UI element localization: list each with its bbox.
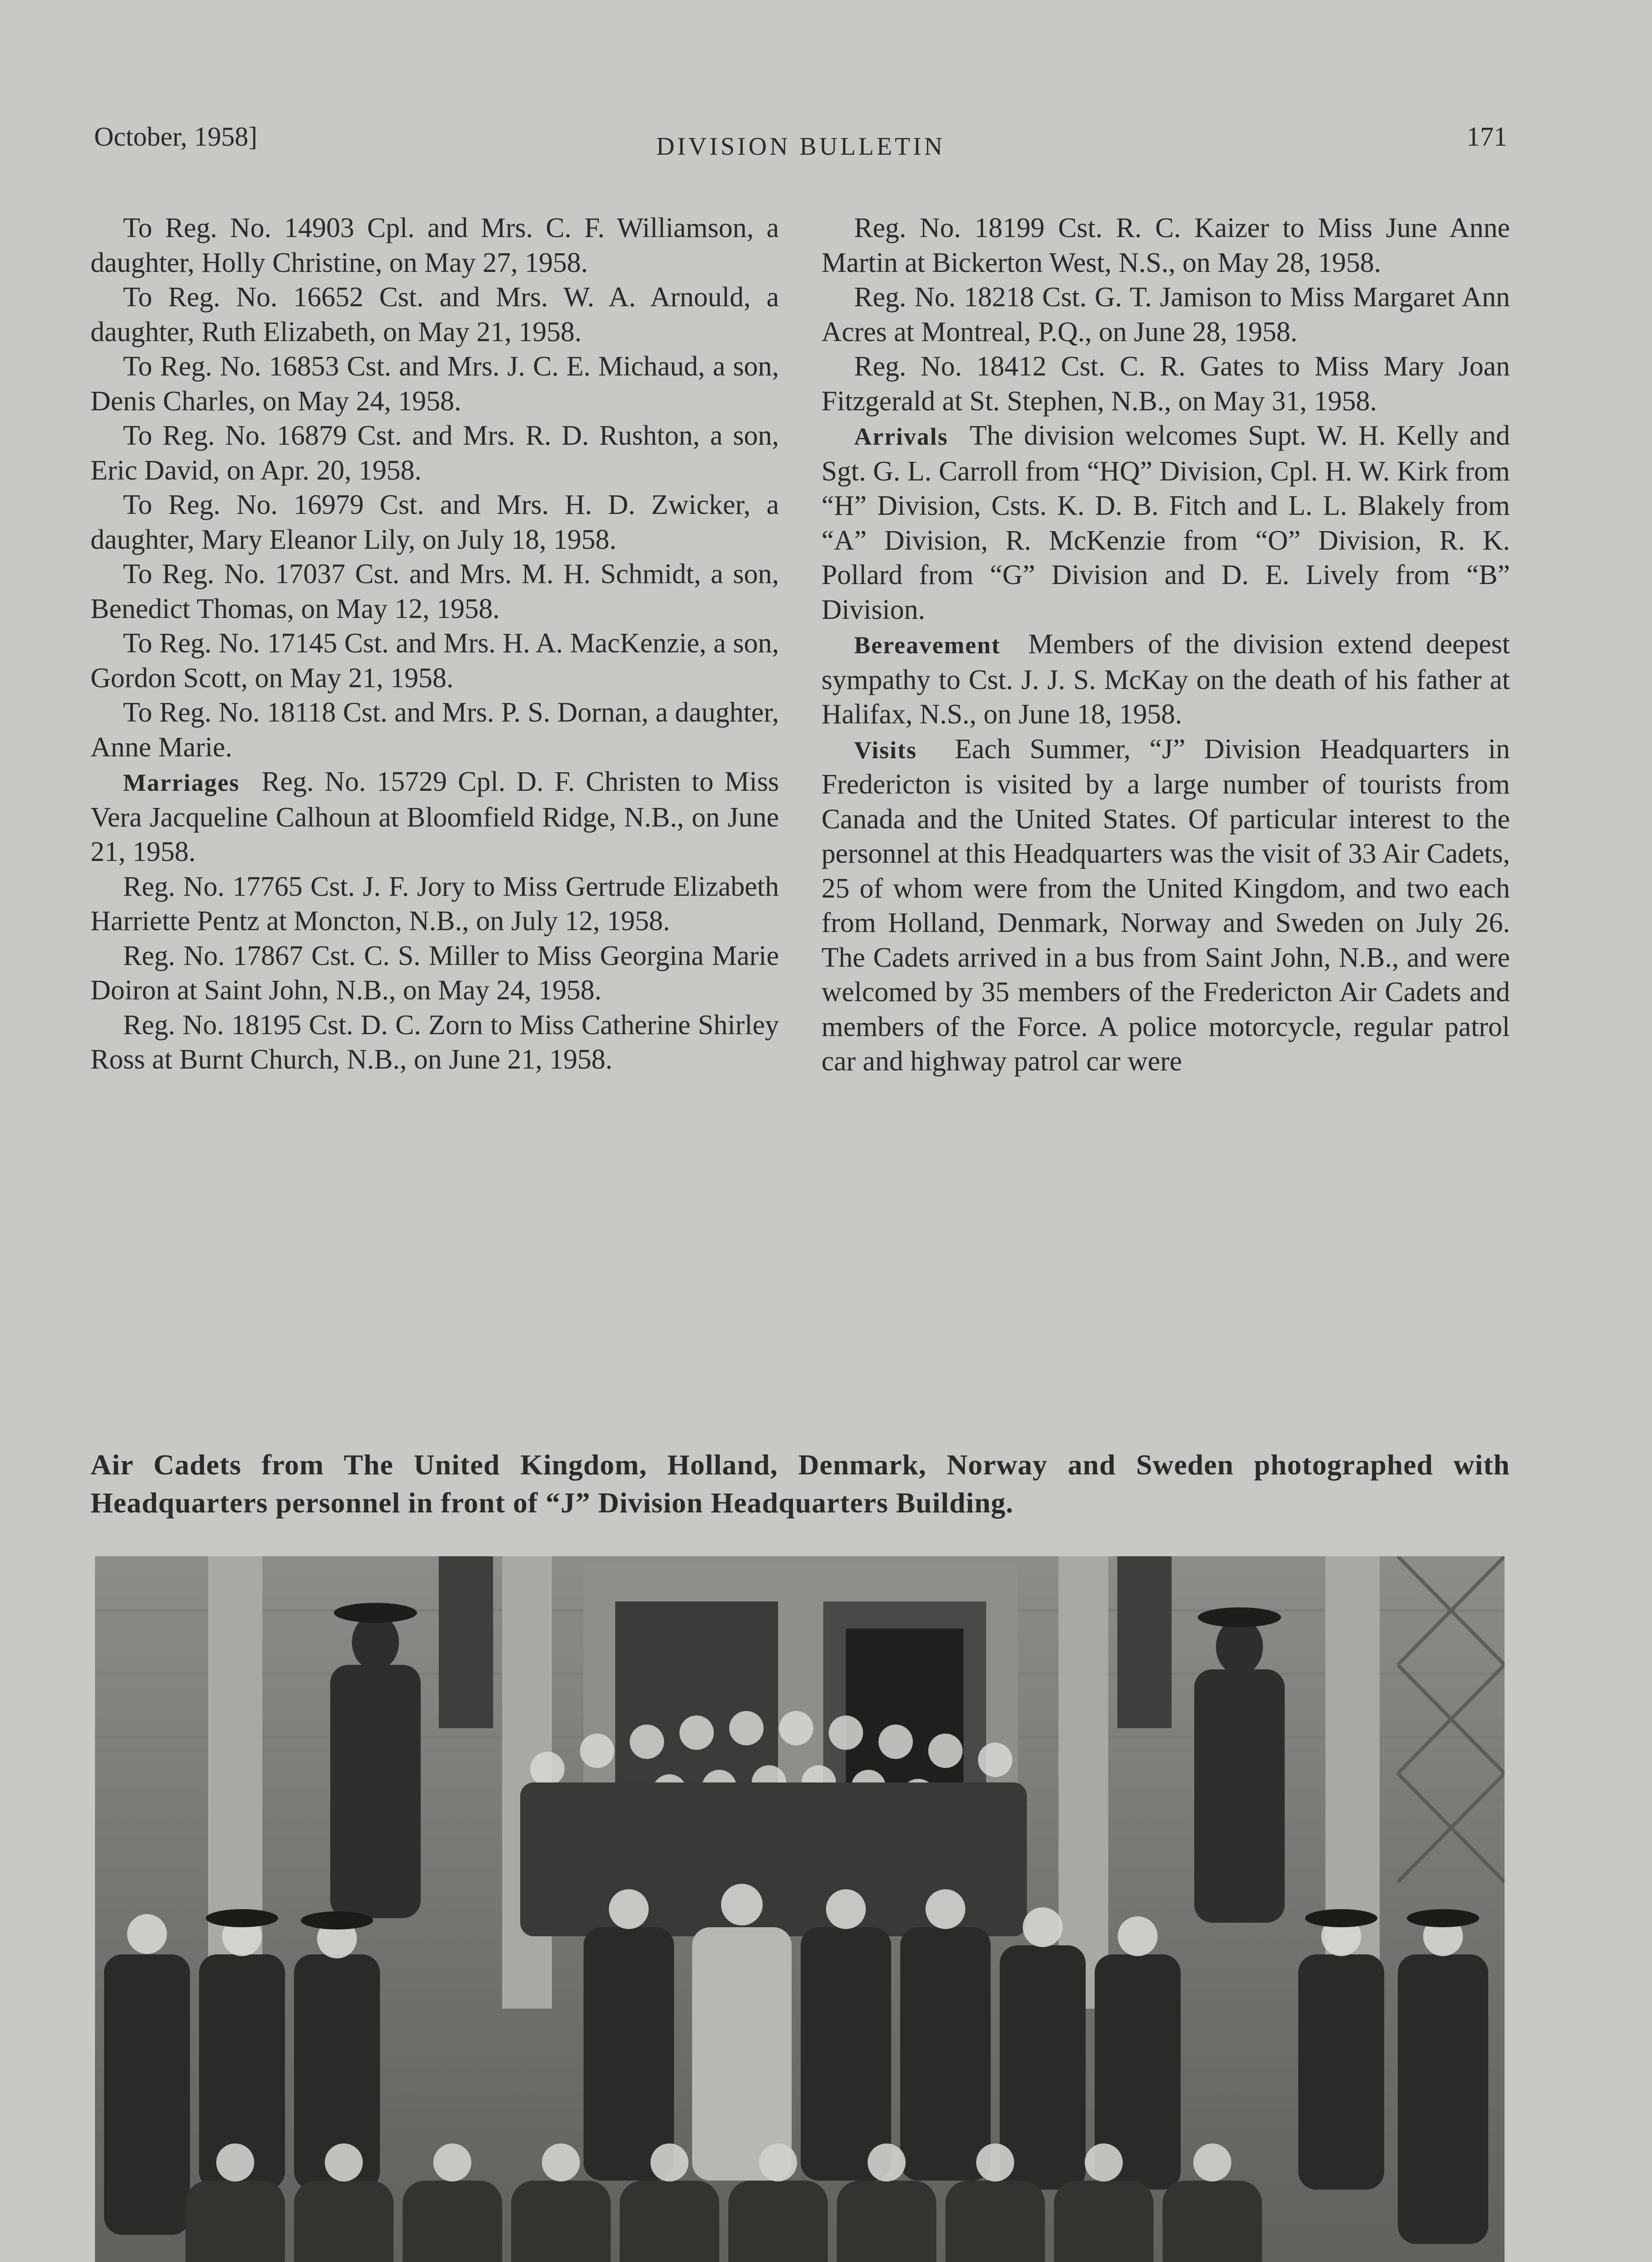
marriage-notice: Reg. No. 18195 Cst. D. C. Zorn to Miss Catherine Shirley Ross at Burnt Church, N.B., on June 21, 1958.: [90, 1009, 779, 1075]
visits-paragraph: Visits Each Summer, “J” Division Headquarters in Fredericton is visited by a large number of tourists from Canada and the United States. Of particular interest to the personnel at this Headquarters was the visit of 33 Air Cadets, 25 of whom were from the United Kingdom, and two each from Holland, Denmark, Norway and Sweden on July 26. The Cadets arrived in a bus from Saint John, N.B., and were welcomed by 35 members of the Fredericton Air Cadets and members of the Force. A police motorcycle, regular patrol car and highway patrol car were: [821, 733, 1510, 1077]
right-column: [821, 211, 1510, 1079]
birth-notice: To Reg. No. 18118 Cst. and Mrs. P. S. Dornan, a daughter, Anne Marie.: [90, 697, 779, 763]
marriage-notice: Reg. No. 17765 Cst. J. F. Jory to Miss Gertrude Elizabeth Harriette Pentz at Moncton, N.B., on July 12, 1958.: [90, 871, 779, 936]
birth-notice: To Reg. No. 16979 Cst. and Mrs. H. D. Zwicker, a daughter, Mary Eleanor Lily, on July 18, 1958.: [90, 489, 779, 555]
photo-caption: Air Cadets from The United Kingdom, Holland, Denmark, Norway and Sweden photographed with Headquarters personnel in front of “J” Division Headquarters Building.: [90, 1449, 1510, 1519]
birth-notice: To Reg. No. 17037 Cst. and Mrs. M. H. Schmidt, a son, Benedict Thomas, on May 12, 1958.: [90, 559, 779, 624]
marriage-notice: Reg. No. 18218 Cst. G. T. Jamison to Miss Margaret Ann Acres at Montreal, P.Q., on June 28, 1958.: [821, 282, 1510, 347]
marriage-notice: Reg. No. 18199 Cst. R. C. Kaizer to Miss June Anne Martin at Bickerton West, N.S., on May 28, 1958.: [821, 213, 1510, 278]
header-title: DIVISION BULLETIN: [656, 133, 945, 161]
marriage-notice: Reg. No. 18412 Cst. C. R. Gates to Miss Mary Joan Fitzgerald at St. Stephen, N.B., on May 31, 1958.: [821, 351, 1510, 417]
header-date: October, 1958]: [94, 122, 257, 152]
marriage-notice: Reg. No. 17867 Cst. C. S. Miller to Miss Georgina Marie Doiron at Saint John, N.B., on May 24, 1958.: [90, 940, 779, 1006]
birth-notice: To Reg. No. 14903 Cpl. and Mrs. C. F. Williamson, a daughter, Holly Christine, on May 27, 1958.: [90, 213, 779, 278]
section-heading-arrivals: Arrivals: [854, 423, 948, 450]
page-number: 171: [1467, 122, 1507, 152]
marriage-notice: Marriages Reg. No. 15729 Cpl. D. F. Christen to Miss Vera Jacqueline Calhoun at Bloomfield Ridge, N.B., on June 21, 1958.: [90, 766, 779, 867]
birth-notice: To Reg. No. 17145 Cst. and Mrs. H. A. MacKenzie, a son, Gordon Scott, on May 21, 1958.: [90, 628, 779, 694]
arrivals-paragraph: Arrivals The division welcomes Supt. W. H. Kelly and Sgt. G. L. Carroll from “HQ” Division, Cpl. H. W. Kirk from “H” Division, Csts. K. D. B. Fitch and L. L. Blakely from “A” Division, R. McKenzie from “O” Division, R. K. Pollard from “G” Division and D. E. Lively from “B” Division.: [821, 420, 1510, 625]
section-heading-bereavement: Bereavement: [854, 632, 1001, 659]
section-heading-marriages: Marriages: [123, 769, 240, 796]
group-photo-illustration: [95, 1556, 1505, 2262]
birth-notice: To Reg. No. 16879 Cst. and Mrs. R. D. Rushton, a son, Eric David, on Apr. 20, 1958.: [90, 420, 779, 486]
birth-notice: To Reg. No. 16853 Cst. and Mrs. J. C. E. Michaud, a son, Denis Charles, on May 24, 1958.: [90, 351, 779, 417]
section-heading-visits: Visits: [854, 736, 917, 764]
left-column: [90, 211, 779, 1077]
birth-notice: To Reg. No. 16652 Cst. and Mrs. W. A. Arnould, a daughter, Ruth Elizabeth, on May 21, 1958.: [90, 282, 779, 347]
bereavement-paragraph: Bereavement Members of the division extend deepest sympathy to Cst. J. J. S. McKay on the death of his father at Halifax, N.S., on June 18, 1958.: [821, 629, 1510, 730]
group-photograph: [95, 1556, 1505, 2262]
running-header: [94, 121, 1507, 166]
